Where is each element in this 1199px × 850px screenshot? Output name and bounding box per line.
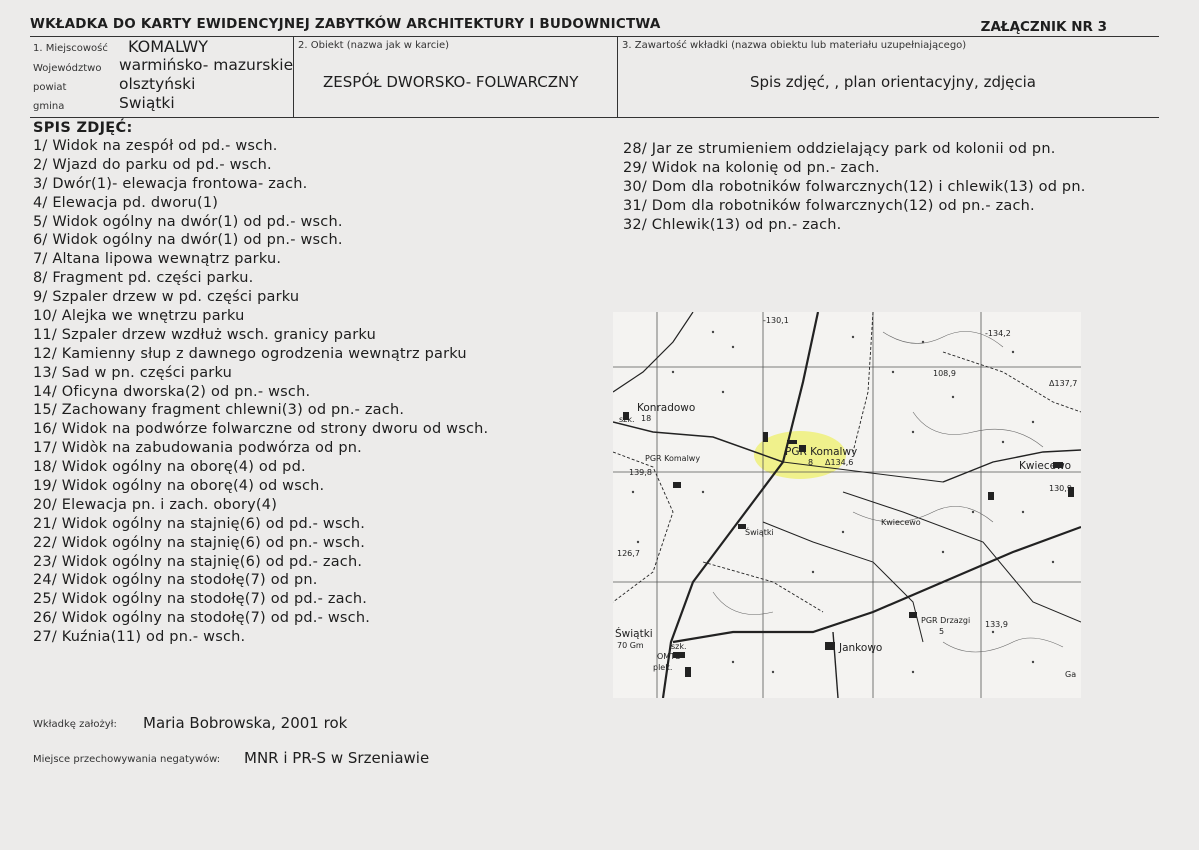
map-label-plek: plek. — [653, 663, 673, 672]
box-divider-1 — [293, 36, 294, 117]
map-label-szk2: szk. — [671, 642, 687, 651]
photo-list-item: 10/ Alejka we wnętrzu parku — [33, 308, 245, 325]
photo-list-item: 31/ Dom dla robotników folwarcznych(12) od pn.- zach. — [623, 197, 1035, 214]
map-label-ga: Ga — [1065, 670, 1077, 679]
photo-list-item: 14/ Oficyna dworska(2) od pn.- wsch. — [33, 383, 311, 400]
map-label-pgr-komalwy-small: PGR Komalwy — [645, 454, 701, 463]
photo-list-item: 5/ Widok ogólny na dwór(1) od pd.- wsch. — [33, 213, 343, 230]
photo-list-item: 20/ Elewacja pn. i zach. obory(4) — [33, 496, 278, 513]
map-label-1309: 130,9 — [1049, 484, 1072, 493]
box-divider-2 — [617, 36, 618, 117]
photo-list-item: 21/ Widok ogólny na stajnię(6) od pd.- wsch. — [33, 515, 366, 532]
map-label-1371: Δ137,7 — [1049, 379, 1078, 388]
object-value: ZESPÓŁ DWORSKO- FOLWARCZNY — [323, 73, 579, 91]
map-label-18: 18 — [641, 414, 652, 423]
commune-label: gmina — [33, 101, 65, 112]
photo-list-left — [33, 137, 488, 647]
map-label-pgr-komalwy: PGR Komalwy — [785, 446, 858, 458]
boxes-bottom-rule — [30, 117, 1159, 118]
photo-list-item: 15/ Zachowany fragment chlewni(3) od pn.- zach. — [33, 402, 405, 419]
map-label-konradowo: Konradowo — [637, 402, 696, 414]
photo-list-item: 19/ Widok ogólny na oborę(4) od wsch. — [33, 478, 325, 495]
photo-list-item: 29/ Widok na kolonię od pn.- zach. — [623, 159, 880, 176]
photo-list-heading: SPIS ZDJĘĆ: — [33, 120, 133, 136]
map-label-1398: 139,8 — [629, 468, 652, 477]
photo-list-item: 30/ Dom dla robotników folwarcznych(12) i chlewik(13) od pn. — [623, 178, 1086, 195]
voivodeship-label: Województwo — [33, 63, 102, 74]
map-label-1301: -130,1 — [763, 316, 789, 325]
map-label-1267: 126,7 — [617, 549, 640, 558]
map-label-jankowo: Jankowo — [839, 642, 883, 654]
map-label-1342: -134,2 — [985, 329, 1011, 338]
photo-list-item: 23/ Widok ogólny na stajnię(6) od pd.- zach. — [33, 553, 363, 570]
map-label-1339: 133,9 — [985, 620, 1008, 629]
photo-list-item: 27/ Kuźnia(11) od pn.- wsch. — [33, 629, 246, 646]
contents-label: 3. Zawartość wkładki (nazwa obiektu lub materiału uzupełniającego) — [622, 40, 967, 51]
founded-label: Wkładkę założył: — [33, 719, 117, 730]
annex-number: ZAŁĄCZNIK NR 3 — [980, 19, 1107, 35]
map-label-1089: 108,9 — [933, 369, 956, 378]
photo-list-item: 9/ Szpaler drzew w pd. części parku — [33, 289, 300, 306]
map-roads — [613, 312, 1081, 698]
photo-list-item: 8/ Fragment pd. części parku. — [33, 270, 254, 287]
map-contours — [713, 331, 1063, 652]
document-title: WKŁADKA DO KARTY EWIDENCYJNEJ ZABYTKÓW ARCHITEKTURY I BUDOWNICTWA — [30, 16, 661, 32]
map-label-szk: szk. — [619, 415, 635, 424]
map-label-swiatki: Świątki — [615, 628, 653, 640]
photo-list-item: 24/ Widok ogólny na stodołę(7) od pn. — [33, 572, 318, 589]
commune-value: Swiątki — [119, 94, 175, 112]
photo-list-item: 3/ Dwór(1)- elewacja frontowa- zach. — [33, 175, 308, 192]
photo-list-item: 18/ Widok ogólny na oborę(4) od pd. — [33, 459, 306, 476]
photo-list-item: 22/ Widok ogólny na stajnię(6) od pn.- wsch. — [33, 534, 366, 551]
photo-list-item: 25/ Widok ogólny na stodołę(7) od pd.- zach. — [33, 591, 368, 608]
photo-list-item: 4/ Elewacja pd. dworu(1) — [33, 194, 219, 211]
map-label-omtc: OMTC — [657, 652, 681, 661]
map-label-1346: Δ134,6 — [825, 458, 854, 467]
photo-list-item: 11/ Szpaler drzew wzdłuż wsch. granicy parku — [33, 326, 376, 343]
contents-value: Spis zdjęć, , plan orientacyjny, zdjęcia — [750, 73, 1036, 91]
photo-list-right — [623, 140, 1086, 234]
map-label-5: 5 — [939, 627, 945, 636]
negatives-label: Miejsce przechowywania negatywów: — [33, 754, 221, 765]
locality-value: KOMALWY — [128, 37, 208, 56]
photo-list-item: 1/ Widok na zespół od pd.- wsch. — [33, 138, 278, 154]
photo-list-item: 6/ Widok ogólny na dwór(1) od pn.- wsch. — [33, 232, 343, 249]
photo-list-item: 26/ Widok ogólny na stodołę(7) od pd.- wsch. — [33, 610, 371, 627]
photo-list-item: 7/ Altana lipowa wewnątrz parku. — [33, 251, 282, 268]
map-label-kwiecewo-small: Kwiecewo — [881, 518, 921, 527]
photo-list-item: 28/ Jar ze strumieniem oddzielający park od kolonii od pn. — [623, 141, 1056, 157]
orientation-map — [613, 312, 1081, 698]
map-graphic — [613, 312, 1081, 698]
map-label-pgr-drzazgi: PGR Drzazgi — [921, 616, 971, 625]
photo-list-item: 16/ Widok na podwórze folwarczne od strony dworu od wsch. — [33, 421, 489, 438]
map-label-8: 8 — [808, 458, 814, 467]
photo-list-item: 2/ Wjazd do parku od pd.- wsch. — [33, 156, 272, 173]
locality-label: 1. Miejscowość — [33, 43, 108, 54]
photo-list-item: 12/ Kamienny słup z dawnego ogrodzenia wewnątrz parku — [33, 345, 467, 362]
map-label-swiatki-small: Świątki — [745, 528, 774, 537]
photo-list-item: 32/ Chlewik(13) od pn.- zach. — [623, 216, 842, 233]
county-label: powiat — [33, 82, 67, 93]
map-label-gm: 70 Gm — [617, 641, 644, 650]
photo-list-item: 13/ Sad w pn. części parku — [33, 364, 232, 381]
voivodeship-value: warmińsko- mazurskie — [119, 56, 294, 74]
map-label-kwiecewo: Kwiecewo — [1019, 460, 1072, 472]
negatives-value: MNR i PR-S w Srzeniawie — [244, 749, 430, 767]
founded-value: Maria Bobrowska, 2001 rok — [143, 714, 348, 732]
photo-list-item: 17/ Widòk na zabudowania podwórza od pn. — [33, 440, 362, 457]
county-value: olsztyński — [119, 75, 196, 93]
object-label: 2. Obiekt (nazwa jak w karcie) — [298, 40, 450, 51]
